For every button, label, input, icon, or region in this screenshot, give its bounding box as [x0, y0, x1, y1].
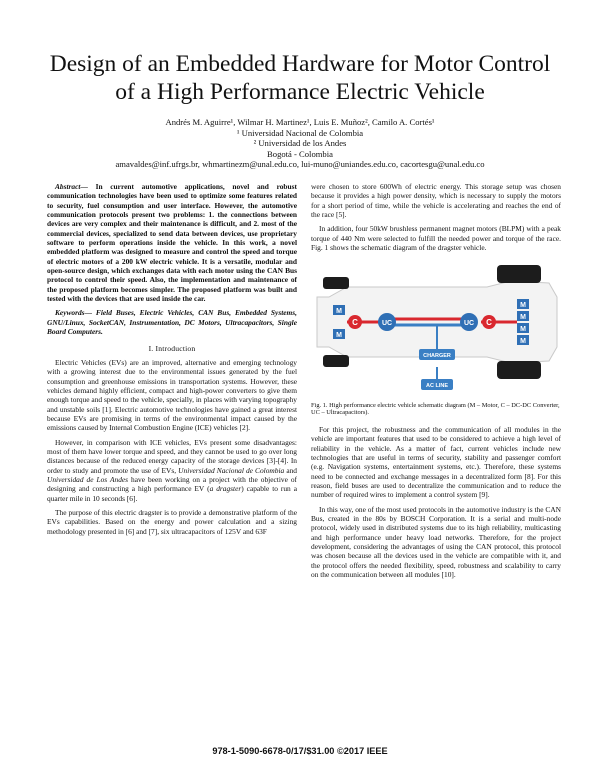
keywords: [47, 308, 297, 336]
right-paragraph-1: were chosen to store 600Wh of electric energy. This storage setup was chosen because it provides a high power density, which is necessary to supply the motors for a short period of time, while the vehicle is accelerating and reaches the end of the race [5].: [311, 182, 561, 220]
figure-1: [311, 257, 561, 417]
affiliation-1: ¹ Universidad Nacional de Colombia: [236, 127, 364, 138]
uc-rear-label: UC: [463, 320, 475, 328]
right-paragraph-3: For this project, the robustness and the communication of all modules in the vehicle are important features that used to be considered to achieve a high level of reliability in the vehicle. As a matter of fact, current vehicles include new technologies that are useful in terms of security, stability and passenger comfort (e.g. Navigation systems, entertainment systems, etc.). Therefore, these systems need to be connected and exchange messages in a decentralized form [8]. For this reason, field buses are used to decentralize the communication and to reduce the number of required wires to implement a control system [9].: [311, 424, 561, 500]
abstract-label: Abstract—: [55, 182, 88, 191]
intro-p2-dragster: a dragster: [209, 484, 242, 494]
author-names: Andrés M. Aguirre¹, Wilmar H. Martinez¹, Luis E. Muñoz², Camilo A. Cortés¹: [165, 117, 435, 127]
keywords-text: Field Buses, Electric Vehicles, CAN Bus, Embedded Systems, GNU/Linux, SocketCAN, Instrumentation, DC Motors, Ultracapacitors, Single Board Computers.: [47, 308, 297, 337]
paper-title: [0, 50, 600, 106]
wheel-rear-bottom: [497, 361, 541, 379]
ieee-footer: 978-1-5090-6678-0/17/$31.00 ©2017 IEEE: [212, 746, 388, 756]
left-column: [47, 182, 297, 541]
intro-p2-uniandes: Universidad de Los Andes: [47, 474, 129, 484]
affiliation-2: ² Universidad de los Andes: [253, 138, 347, 149]
wheel-front-bottom: [323, 355, 349, 367]
motor-rear-4-label: M: [520, 338, 526, 346]
section-heading-introduction: I. Introduction: [148, 343, 196, 353]
wheel-front-top: [323, 277, 349, 289]
title-line-2: of a High Performance Electric Vehicle: [115, 79, 485, 105]
intro-p2-unal: Universidad Nacional de Colombia: [178, 465, 285, 475]
title-line-1: Design of an Embedded Hardware for Motor Control: [49, 51, 551, 77]
vehicle-schematic-diagram: [311, 257, 561, 397]
motor-front-2-label: M: [336, 332, 342, 340]
right-paragraph-2: In addition, four 50kW brushless permanent magnet motors (BLPM) with a peak torque of 440 Nm were selected to fulfill the needed power and torque of the race. Fig. 1 shows the schematic diagram of the dragster vehicle.: [311, 224, 561, 253]
author-block: [0, 117, 600, 170]
motor-front-1-label: M: [336, 308, 342, 316]
keywords-label: Keywords—: [55, 308, 92, 318]
converter-front-label: C: [352, 318, 358, 328]
abstract-text: In current automotive applications, novel and robust communication technologies have been used to optimize some features related to security, fuel consumption and user interface. However, the automotive communication protocols present two problems: 1. the connections between devices are very complex and their maintenance is difficult, and 2. most of the commercial devices, specialized to send data between devices, use proprietary software to perform operations inside the vehicle. In this work, a novel embedded platform was designed to measure and control the speed and torque of electric motors of a 200 kW electric vehicle. It is a versatile, modular and open-source design, which exchanges data with each motor using the CAN Bus protocol to control their speed. Also, the implementation and maintenance of the proposed platform becomes simpler. The proposed platform was built and tested with the devices that are used inside the car.: [47, 182, 297, 304]
location: Bogotá - Colombia: [267, 148, 333, 159]
motor-rear-3-label: M: [520, 326, 526, 334]
intro-p2-c: have been working on a project with the objective of designing and constructing a high performance EV (: [47, 474, 297, 494]
intro-paragraph-3: The purpose of this electric dragster is to provide a demonstrative platform of the EVs capabilities. Based on the energy and power calculation and a sizing methodology presented in [6] and [7], six ultracapacitors of 125V and 63F: [47, 508, 297, 536]
figure-1-caption: Fig. 1. High performance electric vehicle schematic diagram (M – Motor, C – DC-DC Converter, UC – Ultracapacitors).: [311, 401, 560, 417]
wheel-rear-top: [497, 265, 541, 283]
intro-paragraph-2: [47, 438, 297, 503]
acline-label: AC LINE: [426, 383, 448, 390]
intro-p2-b: and: [284, 465, 297, 475]
right-column: [311, 182, 561, 584]
right-paragraph-4: In this way, one of the most used protocols in the automotive industry is the CAN Bus, created in the 80s by BOSCH Corporation. It is a serial and multi-node protocol, widely used in distributed systems due to its high reliability, multicasting and high performance under heavy load networks. Therefore, for the project development, considering the advantages of using the CAN protocol, this protocol was chosen because all the devices used in the vehicle are compatible with it, and the protocol offers the needed flexibility, speed, robustness and scalability to carry on the communication between all modules [10].: [311, 504, 561, 580]
motor-rear-1-label: M: [520, 302, 526, 310]
uc-front-label: UC: [381, 320, 393, 328]
intro-p2-d: ) capable to run a quarter mile in 10 seconds [6].: [47, 484, 297, 503]
abstract: [47, 182, 297, 303]
intro-paragraph-1: Electric Vehicles (EVs) are an improved, alternative and emerging technology with a growing interest due to the environmental issues generated by the fuel consumption and greenhouse emissions in transportation systems. However, these vehicles demand highly efficient, compact and high-power converters to give them enough torque and speed to the vehicle, specially, in places with varying topography and unstable soils [1]. Electric automotive technologies have gained a great interest because EVs are promising in terms of the environmental impact caused by the emissions caused by Internal Combustion Engine (ICE) vehicles [2].: [47, 357, 297, 433]
charger-label: CHARGER: [423, 353, 451, 360]
author-emails: amavaldes@inf.ufrgs.br, whmartinezm@unal.edu.co, lui-muno@uniandes.edu.co, cacortesgu@unal.edu.co: [115, 159, 485, 170]
converter-rear-label: C: [486, 318, 492, 328]
motor-rear-2-label: M: [520, 314, 526, 322]
intro-p2-a: However, in comparison with ICE vehicles, EVs present some disadvantages: most of them have lower torque and speed, and they cannot be used to go over long distances because of the reduced energy capacity of the storage devices [3]-[4]. In order to study and promote the use of EVs,: [47, 437, 297, 475]
